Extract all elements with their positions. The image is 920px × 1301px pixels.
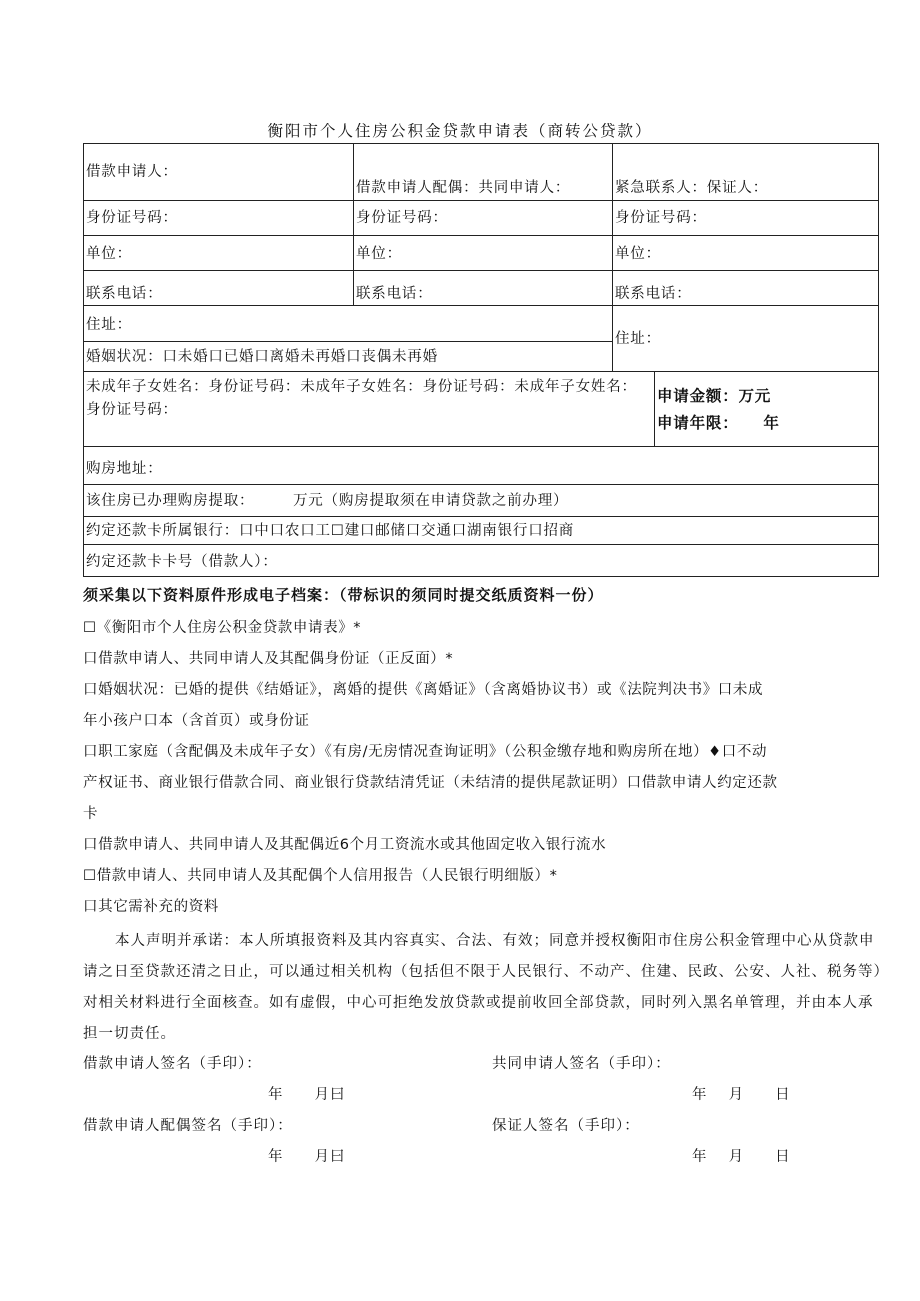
spouse-cell[interactable] (353, 143, 613, 201)
withdrawal-label: 该住房已办理购房提取： 万元（购房提取须在申请贷款之前办理） (86, 493, 569, 509)
withdrawal-cell[interactable] (83, 484, 879, 517)
applicant-signature-label[interactable]: 借款申请人签名（手印）： (83, 1056, 262, 1072)
unit-label: 单位： (615, 246, 661, 262)
co-applicant-signature-label[interactable]: 共同申请人签名（手印）： (492, 1056, 671, 1072)
material-item: 口其它需补充的资料 (83, 899, 219, 915)
guarantor-signature-label[interactable]: 保证人签名（手印）： (492, 1118, 640, 1134)
marital-status: 婚姻状况：口未婚口已婚口离婚未再婚口丧偶未再婚 (86, 349, 438, 365)
material-item: ☐《衡阳市个人住房公积金贷款申请表》* (83, 620, 362, 636)
material-item: 口职工家庭（含配偶及未成年子女）《有房/无房情况查询证明》（公积金缴存地和购房所在地）♦口不动 (83, 744, 768, 760)
loan-amount: 申请金额：万元 (657, 387, 772, 405)
minor-children-cell[interactable] (83, 371, 655, 447)
material-item: 卡 (83, 806, 99, 822)
emergency-phone-cell[interactable] (612, 270, 879, 306)
unit-label: 单位： (86, 246, 132, 262)
id-label: 身份证号码： (86, 210, 178, 226)
purchase-address-label: 购房地址： (86, 461, 163, 477)
repay-bank-label: 约定还款卡所属银行：口中口农口工☐建口邮储口交通口湖南银行口招商 (86, 523, 575, 539)
applicant-address-cell[interactable] (83, 305, 613, 342)
applicant-id-cell[interactable] (83, 200, 354, 236)
guarantor-signature-date: 年 月 日 (692, 1149, 791, 1165)
applicant-name-cell[interactable] (83, 143, 354, 201)
spouse-signature-label[interactable]: 借款申请人配偶签名（手印）： (83, 1118, 293, 1134)
material-item: 口借款申请人、共同申请人及其配偶身份证（正反面）* (83, 651, 454, 667)
applicant-unit-cell[interactable] (83, 235, 354, 271)
minor-children-label: 未成年子女姓名：身份证号码：未成年子女姓名：身份证号码：未成年子女姓名：身份证号码： (86, 379, 637, 418)
emergency-label: 紧急联系人：保证人： (615, 180, 768, 196)
spouse-label: 借款申请人配偶：共同申请人： (356, 180, 571, 196)
spouse-unit-cell[interactable] (353, 235, 613, 271)
id-label: 身份证号码： (615, 210, 707, 226)
material-item: ☐借款申请人、共同申请人及其配偶个人信用报告（人民银行明细版）* (83, 868, 558, 884)
material-item: 口借款申请人、共同申请人及其配偶近6个月工资流水或其他固定收入银行流水 (83, 837, 607, 853)
loan-info-cell[interactable] (654, 371, 879, 447)
address-label: 住址： (615, 331, 661, 347)
applicant-phone-cell[interactable] (83, 270, 354, 306)
material-item: 口婚姻状况：已婚的提供《结婚证》，离婚的提供《离婚证》（含离婚协议书）或《法院判决书》口未成 (83, 682, 764, 698)
declaration-paragraph: 本人声明并承诺：本人所填报资料及其内容真实、合法、有效；同意并授权衡阳市住房公积金管理中心从贷款申请之日至贷款还清之日止，可以通过相关机构（包括但不限于人民银行、不动产、住建、民政、公安、人社、税务等）对相关材料进行全面核查。如有虚假，中心可拒绝发放贷款或提前收回全部贷款，同时列入黑名单管理，并由本人承担一切责任。 (83, 933, 882, 1042)
material-item: 年小孩户口本（含首页）或身份证 (83, 713, 310, 729)
marital-status-cell[interactable] (83, 341, 613, 372)
repay-card-cell[interactable] (83, 544, 879, 577)
emergency-id-cell[interactable] (612, 200, 879, 236)
spouse-id-cell[interactable] (353, 200, 613, 236)
applicant-signature-date: 年 月曰 (268, 1087, 346, 1103)
application-table (83, 143, 879, 577)
id-label: 身份证号码： (356, 210, 448, 226)
applicant-label: 借款申请人： (86, 164, 178, 180)
repay-card-label: 约定还款卡卡号（借款人）： (86, 554, 278, 570)
spouse-phone-cell[interactable] (353, 270, 613, 306)
material-item: 产权证书、商业银行借款合同、商业银行贷款结清凭证（未结清的提供尾款证明）口借款申请人约定还款 (83, 775, 778, 791)
spouse-signature-date: 年 月曰 (268, 1149, 346, 1165)
materials-heading: 须采集以下资料原件形成电子档案：（带标识的须同时提交纸质资料一份） (83, 586, 604, 604)
loan-term: 申请年限： 年 (657, 414, 780, 432)
phone-label: 联系电话： (356, 286, 433, 302)
unit-label: 单位： (356, 246, 402, 262)
address-label: 住址： (86, 317, 132, 333)
emergency-address-cell[interactable] (612, 305, 879, 372)
co-applicant-signature-date: 年 月 日 (692, 1087, 791, 1103)
emergency-unit-cell[interactable] (612, 235, 879, 271)
purchase-address-cell[interactable] (83, 446, 879, 485)
repay-bank-cell[interactable] (83, 516, 879, 545)
phone-label: 联系电话： (86, 286, 163, 302)
form-title: 衡阳市个人住房公积金贷款申请表（商转公贷款） (267, 122, 653, 140)
phone-label: 联系电话： (615, 286, 692, 302)
emergency-contact-cell[interactable] (612, 143, 879, 201)
